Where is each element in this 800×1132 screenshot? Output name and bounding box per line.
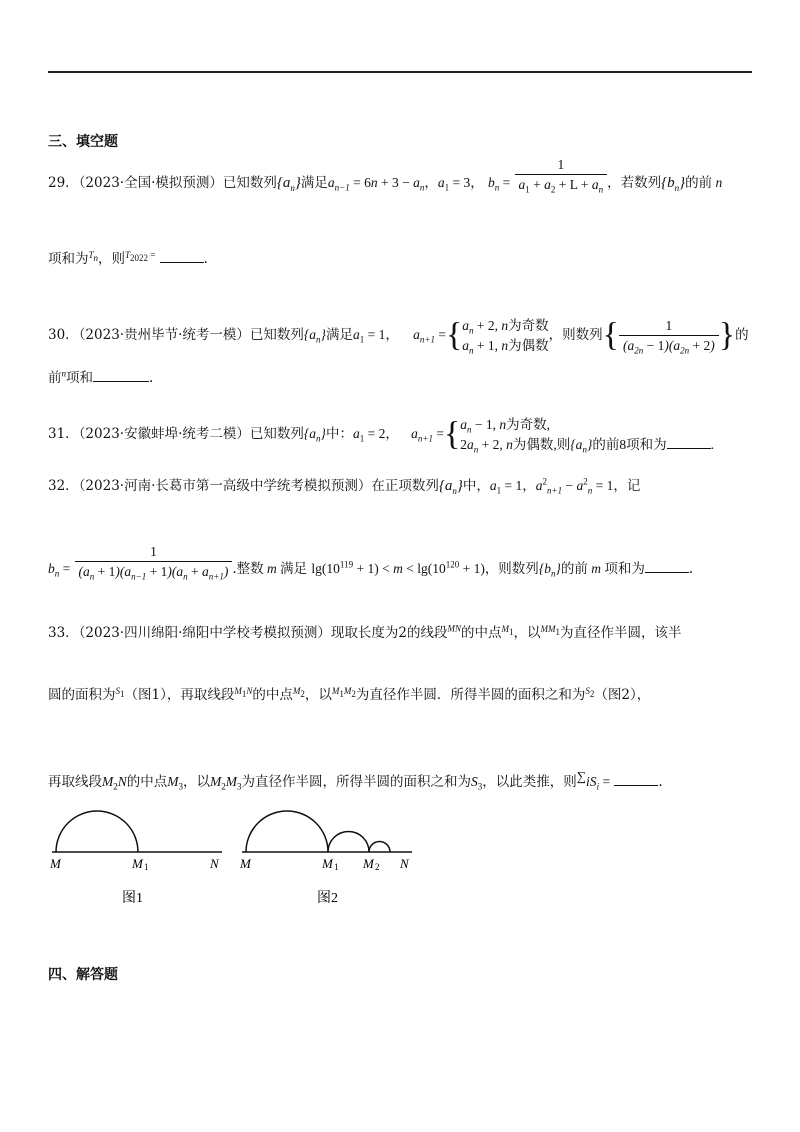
answer-blank[interactable] (93, 369, 149, 382)
top-rule (48, 71, 752, 73)
answer-blank[interactable] (160, 250, 204, 263)
semicircle-mm1 (56, 811, 138, 852)
question-29-line-2: 项和为$^{T_n}$，则$^{T_{2022} =}$ . (48, 249, 208, 267)
question-30-line-2: 前$^n$项和 . (48, 368, 154, 386)
label-m1: M (132, 856, 143, 871)
answer-blank[interactable] (614, 773, 658, 786)
question-33-line-2: 圆的面积为$^{S_1}$（图1），再取线段$^{M_1N}$的中点$^{M_2}$，以$^{M_1M_2}$为直径作半圆．所得半圆的面积之和为$^{S_2}$（图2）， (48, 685, 651, 703)
svg-text:1: 1 (334, 862, 339, 872)
label-n: N (400, 856, 409, 871)
answer-blank[interactable] (645, 560, 689, 573)
label-m: M (240, 856, 251, 871)
figure-1 (49, 811, 222, 872)
section-heading-answer: 四、解答题 (48, 967, 118, 983)
question-33-line-1: 33．（2023·四川绵阳·绵阳中学校考模拟预测）现取长度为2的线段$^{MN}$的中点$^{M_1}$，以$^{MM_1}$为直径作半圆，该半 (48, 623, 682, 641)
question-32-line-1: 32．（2023·河南·长葛市第一高级中学统考模拟预测）在正项数列$\{a_n\}$中，$a_1 = 1$，$a^2_{n+1} - a^2_n = 1$，记 (48, 476, 641, 496)
svg-text:2: 2 (375, 862, 380, 872)
semicircle-m2m3 (369, 842, 390, 852)
semicircle-figures (40, 808, 440, 908)
figure-2 (239, 811, 412, 872)
label-m: M (50, 856, 61, 871)
semicircle-mm1 (246, 811, 328, 852)
svg-text:1: 1 (144, 862, 149, 872)
question-31-line-1: 31．（2023·安徽蚌埠·统考二模）已知数列$\{a_n\}$中：$a_1 = 2$， $a_{n+1}$ ={ $a_n - 1$, n为奇数, $2a_n + 2$, n为偶数,则$\{a_n\}$的前8项和为 . (48, 415, 714, 455)
question-source: （2023·全国·模拟预测） (78, 175, 223, 191)
label-m1: M (322, 856, 333, 871)
question-29-line-1: 29．（2023·全国·模拟预测）已知数列$\{a_n\}$满足$a_{n-1} = 6n + 3 - a_n$，$a_1 = 3$， $b_n$ = $\frac{1}{a_1 + a_2 + L + a_n}$ ，若数列$\{b_n\}$的前 n (48, 157, 723, 195)
question-33-line-3: 再取线段$M_2N$的中点$M_3$，以$M_2M_3$为直径作半圆，所得半圆的面积之和为$S_3$，以此类推，则$^\sum iS_i$ = . (48, 768, 663, 792)
label-m2: M (363, 856, 374, 871)
label-n: N (210, 856, 219, 871)
question-30-line-1: 30．（2023·贵州毕节·统考一模）已知数列$\{a_n\}$满足$a_1 = 1$， $a_{n+1}$ ={ $a_n + 2$, n为奇数 $a_n + 1$, n为偶数 ，则数列{ $\frac{1}{(a_{2n} - 1)(a_{2n} + 2)}$ }的 (48, 316, 749, 356)
section-heading-fill-in: 三、填空题 (48, 134, 118, 150)
question-number: 29． (48, 175, 79, 191)
question-32-line-2: $b_n$ = $\frac{1}{(a_n + 1)(a_{n-1} + 1)(a_n + a_{n+1})}$ .整数 m 满足 $\lg(10^{119} + 1) < m < \lg(10^{120} + 1)$，则数列$\{b_n\}$的前 m 项和为 . (48, 544, 694, 582)
semicircle-m1m2 (328, 832, 369, 853)
figure-2-caption: 图2 (317, 891, 338, 906)
figure-1-caption: 图1 (122, 891, 143, 906)
answer-blank[interactable] (667, 436, 711, 449)
